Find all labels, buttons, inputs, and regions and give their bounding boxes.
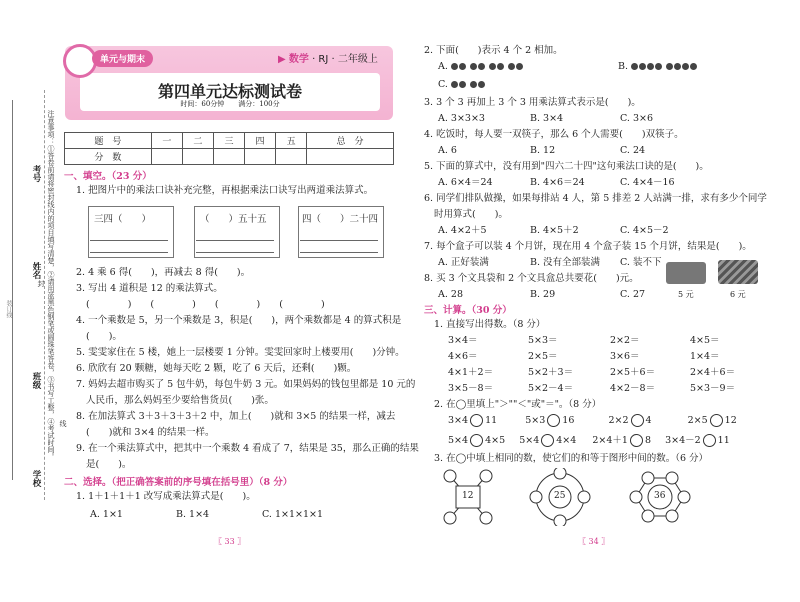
answer-line[interactable] xyxy=(300,252,378,253)
calc-item[interactable]: 2×5＝ xyxy=(528,351,558,362)
compare-row-1 xyxy=(448,414,737,427)
c3: 3. 3 个 3 再加上 3 个 3 用乘法算式表示是( )。 xyxy=(424,97,641,108)
c4-opt-a[interactable]: A. 6 xyxy=(438,145,457,156)
section-choice: 二、选择。（把正确答案前的序号填在括号里）（8 分） xyxy=(64,477,293,488)
calc-item[interactable]: 5×2＋3＝ xyxy=(528,367,574,378)
c7-opt-b[interactable]: B. 没有全部装满 xyxy=(530,257,601,268)
q9-cont: 是( )。 xyxy=(86,459,132,470)
score-table xyxy=(64,132,394,165)
c8-opt-c[interactable]: C. 27 xyxy=(620,289,646,300)
score-header-row xyxy=(65,133,394,149)
c1: 1. 1＋1＋1＋1 改写成乘法算式是( )。 xyxy=(76,491,256,502)
score-value-row xyxy=(65,149,394,165)
label-class: 班级 xyxy=(31,372,41,389)
unit-badge: 单元与期末 xyxy=(92,50,153,67)
k1: 1. 直接写出得数。（8 分） xyxy=(434,319,546,330)
calc-item[interactable]: 2×4＋6＝ xyxy=(690,367,736,378)
compare-circle[interactable] xyxy=(631,414,644,427)
blank-circle[interactable] xyxy=(444,512,456,524)
q6: 6. 欣欣有 20 颗糖，她每天吃 2 颗，吃了 6 天后，还剩( )颗。 xyxy=(76,363,357,374)
apple-group-icon xyxy=(489,61,505,72)
opt-letter: A. xyxy=(438,61,448,72)
q9: 9. 在一个乘法算式中，把其中一个乘数 4 看成了 7，结果是 35，那么正确的结果 xyxy=(76,443,419,454)
label-school: 学校 xyxy=(31,470,41,487)
c3-opt-b[interactable]: B. 3×4 xyxy=(530,113,564,124)
c8-opt-b[interactable]: B. 29 xyxy=(530,289,556,300)
cell: 分 数 xyxy=(65,149,152,165)
apple-group-icon xyxy=(508,61,524,72)
score-cell[interactable] xyxy=(276,149,307,165)
cell: 题 号 xyxy=(65,133,152,149)
page-number-left: 〖 33 〗 xyxy=(214,537,246,546)
cmp-right: 11 xyxy=(485,415,498,426)
c4: 4. 吃饭时，每人要一双筷子，那么 6 个人需要( )双筷子。 xyxy=(424,129,684,140)
binding-strip xyxy=(0,0,67,602)
blank-circle[interactable] xyxy=(630,491,642,503)
subject-line: ▶ 数学 · RJ · 二年级上 xyxy=(278,54,378,65)
c5-opt-a[interactable]: A. 6×4＝24 xyxy=(438,177,493,188)
compare-circle[interactable] xyxy=(547,414,560,427)
calc-item[interactable]: 3×5－8＝ xyxy=(448,383,494,394)
cell: 二 xyxy=(182,133,213,149)
cmp-right: 4×4 xyxy=(556,435,577,446)
c7: 7. 每个盒子可以装 4 个月饼，现在用 4 个盒子装 15 个月饼，结果是( )。 xyxy=(424,241,752,252)
blank-circle[interactable] xyxy=(554,468,566,479)
blank-circle[interactable] xyxy=(554,515,566,526)
seal-line-label: 封 xyxy=(37,280,45,287)
apple-group-icon xyxy=(470,79,486,90)
c7-opt-a[interactable]: A. 正好装满 xyxy=(438,257,489,268)
section-calc: 三、计算。（30 分） xyxy=(424,305,512,316)
apple-group-icon xyxy=(451,79,467,90)
blank-circle[interactable] xyxy=(642,510,654,522)
cmp-right: 4×5 xyxy=(485,435,506,446)
compare-circle[interactable] xyxy=(470,434,483,447)
page-number-right: 〖 34 〗 xyxy=(578,537,610,546)
seal-line-text: 装订线 xyxy=(5,300,12,318)
pencil-box-icon xyxy=(718,260,758,284)
price-box: 6 元 xyxy=(730,290,746,299)
q2: 2. 4 乘 6 得( )，再减去 8 得( )。 xyxy=(76,267,251,278)
c1-opt-a[interactable]: A. 1×1 xyxy=(90,509,123,520)
cmp-left: 5×3 xyxy=(525,415,546,426)
label-name: 姓名 xyxy=(31,262,41,279)
q4-cont: ( )。 xyxy=(86,331,122,342)
q3: 3. 写出 4 道积是 12 的乘法算式。 xyxy=(76,283,223,294)
label-exam-no: 考号 xyxy=(31,165,41,182)
opt-letter: B. xyxy=(618,61,629,72)
blank-circle[interactable] xyxy=(480,512,492,524)
q7: 7. 妈妈去超市购买了 5 包牛奶，每包牛奶 3 元。如果妈妈的钱包里都是 10 元的 xyxy=(76,379,416,390)
price-bag: 5 元 xyxy=(678,290,694,299)
answer-line[interactable] xyxy=(196,240,274,241)
cmp-left: 2×5 xyxy=(687,415,708,426)
blank-circle[interactable] xyxy=(444,470,456,482)
cell: 四 xyxy=(245,133,276,149)
c2-opt-c[interactable] xyxy=(438,78,486,91)
calc-item[interactable]: 3×6＝ xyxy=(610,351,640,362)
q8: 8. 在加法算式 3＋3＋3＋3＋2 中，加上( )就和 3×5 的结果一样，减去 xyxy=(76,411,396,422)
calc-item[interactable]: 3×4＝ xyxy=(448,335,478,346)
blank-circle[interactable] xyxy=(480,470,492,482)
blank-circle[interactable] xyxy=(666,510,678,522)
apple-group-icon xyxy=(451,61,467,72)
c6-opt-a[interactable]: A. 4×2＋5 xyxy=(438,225,487,236)
c8: 8. 买 3 个文具袋和 2 个文具盒总共要花( )元。 xyxy=(424,273,639,284)
score-cell[interactable] xyxy=(307,149,394,165)
cell: 总 分 xyxy=(307,133,394,149)
opt-letter: C. xyxy=(438,79,448,90)
compare-circle[interactable] xyxy=(710,414,723,427)
c2-opt-b[interactable] xyxy=(618,60,698,73)
subject: 数学 xyxy=(288,54,309,65)
c8-opt-a[interactable]: A. 28 xyxy=(438,289,463,300)
c6-opt-c[interactable]: C. 4×5－2 xyxy=(620,225,669,236)
cmp-right: 4 xyxy=(645,415,652,426)
score-cell[interactable] xyxy=(151,149,182,165)
page-title: 第四单元达标测试卷 xyxy=(157,82,302,101)
compare-circle[interactable] xyxy=(630,434,643,447)
cmp-left: 3×4 xyxy=(448,415,469,426)
pencil-bag-icon xyxy=(666,262,706,284)
q4: 4. 一个乘数是 5，另一个乘数是 3，积是( )，两个乘数都是 4 的算式积是 xyxy=(76,315,402,326)
calc-item[interactable]: 2×2＝ xyxy=(610,335,640,346)
calc-item[interactable]: 4×6＝ xyxy=(448,351,478,362)
compare-circle[interactable] xyxy=(541,434,554,447)
q3-blanks: ( ) ( ) ( ) ( ) xyxy=(86,299,325,310)
exam-notes: 注意事项：①答卷前请将密封线内的项目填写清楚，②请用蓝黑色钢笔或圆珠笔答卷，③书写工整，④考试时间。 xyxy=(47,110,55,460)
c7-opt-c[interactable]: C. 装不下 xyxy=(620,257,662,268)
cmp-right: 16 xyxy=(562,415,575,426)
c3-opt-c[interactable]: C. 3×6 xyxy=(620,113,654,124)
c5: 5. 下面的算式中，没有用到"四六二十四"这句乘法口诀的是( )。 xyxy=(424,161,709,172)
c5-opt-c[interactable]: C. 4×4－16 xyxy=(620,177,675,188)
cell: 一 xyxy=(151,133,182,149)
seal-line-mark: 线 xyxy=(59,420,67,427)
q8-cont: ( )就和 3×4 的结果一样。 xyxy=(86,427,215,438)
cmp-right: 11 xyxy=(717,435,730,446)
time-score: 时间：60分钟 满分：100分 xyxy=(180,100,280,108)
apple-group-icon xyxy=(666,61,698,72)
score-cell[interactable] xyxy=(213,149,244,165)
c4-opt-b[interactable]: B. 12 xyxy=(530,145,556,156)
blank-circle[interactable] xyxy=(666,472,678,484)
cell: 三 xyxy=(213,133,244,149)
calc-item[interactable]: 4×5＝ xyxy=(690,335,720,346)
c1-opt-c[interactable]: C. 1×1×1×1 xyxy=(262,509,324,520)
cmp-left: 2×4＋1 xyxy=(592,435,628,446)
compare-row-2 xyxy=(448,434,730,447)
answer-line[interactable] xyxy=(90,252,168,253)
c6: 6. 同学们排队做操，如果每排站 4 人，第 5 排差 2 人站满一排，求有多少个同学 xyxy=(424,193,767,204)
blank-circle[interactable] xyxy=(642,472,654,484)
card-3-text: 四（ ）二十四 xyxy=(302,214,379,225)
blank-circle[interactable] xyxy=(578,491,590,503)
center-number-1: 12 xyxy=(462,491,474,501)
blank-circle[interactable] xyxy=(678,491,690,503)
k2: 2. 在◯里填上"＞""＜"或"＝"。（8 分） xyxy=(434,399,602,410)
c2-opt-a[interactable] xyxy=(438,60,524,73)
calc-item[interactable]: 5×3＝ xyxy=(528,335,558,346)
cmp-right: 8 xyxy=(644,435,652,446)
calc-item[interactable]: 2×5＋6＝ xyxy=(610,367,656,378)
grade: · RJ · 二年级上 xyxy=(312,54,378,65)
c6-cont: 时用算式( )。 xyxy=(434,209,508,220)
card-1-text: 三四（ ） xyxy=(94,214,152,225)
answer-line[interactable] xyxy=(300,240,378,241)
card-2-text: （ ）五十五 xyxy=(200,214,267,225)
score-cell[interactable] xyxy=(245,149,276,165)
q1: 1. 把图片中的乘法口诀补充完整，再根据乘法口诀写出两道乘法算式。 xyxy=(76,185,374,196)
calc-item[interactable]: 5×3－9＝ xyxy=(690,383,736,394)
apple-group-icon xyxy=(470,61,486,72)
cell: 五 xyxy=(276,133,307,149)
center-number-2: 25 xyxy=(554,491,566,501)
q5: 5. 雯雯家住在 5 楼，她上一层楼要 1 分钟。雯雯回家时上楼要用( )分钟。 xyxy=(76,347,405,358)
score-cell[interactable] xyxy=(182,149,213,165)
answer-line[interactable] xyxy=(196,252,274,253)
center-number-3: 36 xyxy=(654,491,666,501)
cmp-left: 3×4－2 xyxy=(665,435,701,446)
cmp-left: 2×2 xyxy=(608,415,629,426)
k3: 3. 在◯中填上相同的数，使它们的和等于图形中间的数。（6 分） xyxy=(434,453,709,464)
c1-opt-b[interactable]: B. 1×4 xyxy=(176,509,210,520)
compare-circle[interactable] xyxy=(470,414,483,427)
c6-opt-b[interactable]: B. 4×5＋2 xyxy=(530,225,579,236)
answer-line[interactable] xyxy=(90,240,168,241)
calc-item[interactable]: 4×2－8＝ xyxy=(610,383,656,394)
calc-item[interactable]: 5×2－4＝ xyxy=(528,383,574,394)
cmp-right: 12 xyxy=(724,415,737,426)
apple-group-icon xyxy=(631,61,663,72)
section-fill: 一、填空。（23 分） xyxy=(64,171,152,182)
blank-circle[interactable] xyxy=(530,491,542,503)
calc-item[interactable]: 4×1＋2＝ xyxy=(448,367,494,378)
c4-opt-c[interactable]: C. 24 xyxy=(620,145,646,156)
shape-puzzles xyxy=(440,468,730,526)
c3-opt-a[interactable]: A. 3×3×3 xyxy=(438,113,485,124)
c2: 2. 下面( )表示 4 个 2 相加。 xyxy=(424,45,563,56)
c5-opt-b[interactable]: B. 4×6＝24 xyxy=(530,177,585,188)
q7-cont: 人民币，那么妈妈至少要给售货员( )张。 xyxy=(86,395,274,406)
cmp-left: 5×4 xyxy=(448,435,469,446)
compare-circle[interactable] xyxy=(703,434,716,447)
calc-item[interactable]: 1×4＝ xyxy=(690,351,720,362)
cmp-left: 5×4 xyxy=(519,435,540,446)
